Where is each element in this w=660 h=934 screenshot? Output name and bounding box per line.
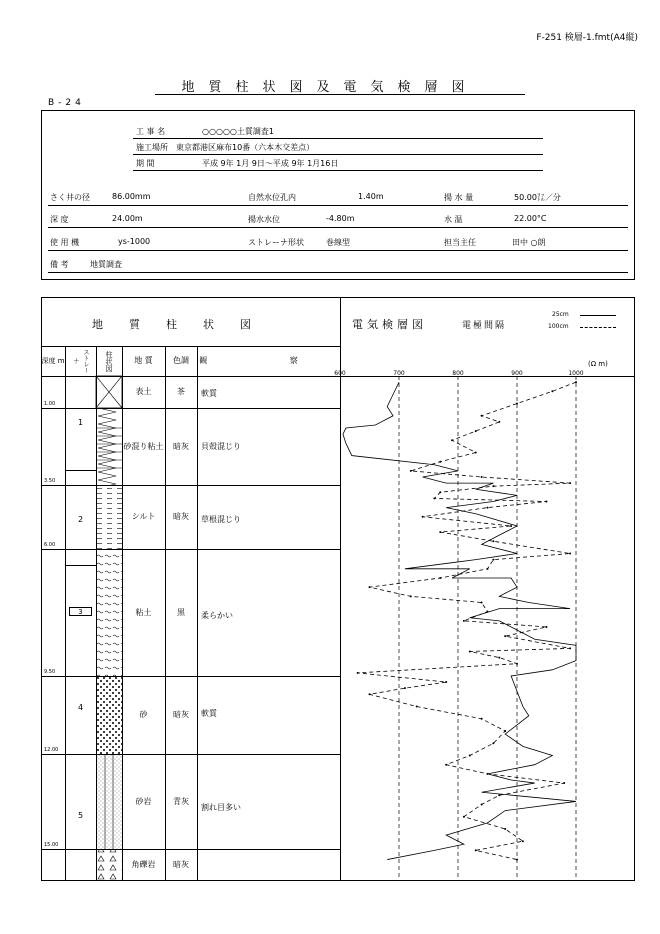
strata-number: 1	[77, 418, 84, 427]
columnar-section	[96, 376, 122, 881]
series-point-100cm	[504, 635, 506, 637]
observation-col-header: 観 察	[199, 356, 338, 365]
strata-number: 2	[77, 515, 84, 524]
spacing-label: 電極間隔	[462, 321, 507, 331]
series-point-100cm	[481, 601, 483, 603]
series-point-100cm	[475, 849, 477, 851]
depth-mark: 9.50	[44, 669, 56, 675]
manager-label: 担当主任	[444, 238, 476, 247]
series-point-100cm	[433, 497, 435, 499]
series-point-100cm	[369, 693, 371, 695]
geo-column-header: 地質柱状図	[92, 318, 277, 331]
pump-volume-label: 揚 水 量	[444, 193, 474, 202]
boring-id: B-24	[48, 98, 85, 108]
project-value: ○○○○○土質調査1	[202, 127, 274, 136]
series-point-100cm	[463, 816, 465, 818]
column-col-header: 柱状図	[105, 350, 113, 372]
geology-cell: シルト	[131, 512, 156, 521]
series-point-100cm	[510, 525, 512, 527]
color-cell: 暗灰	[173, 441, 189, 451]
geology-cell: 砂岩	[135, 796, 152, 806]
color-cell: 暗灰	[173, 710, 189, 719]
geology-cell: 表土	[135, 387, 152, 396]
site-label: 施工場所	[136, 143, 168, 152]
series-point-100cm	[439, 491, 441, 493]
strainer-label: ストレーナ形状	[248, 238, 304, 247]
series-point-100cm	[492, 559, 494, 561]
title-underline	[155, 94, 525, 95]
legend-25cm-label: 25cm	[552, 311, 569, 318]
x-tick-label: 600	[334, 370, 346, 377]
series-point-100cm	[504, 730, 506, 732]
series-point-100cm	[516, 859, 518, 861]
series-point-100cm	[439, 577, 441, 579]
series-point-100cm	[469, 755, 471, 757]
color-cell: 青灰	[173, 796, 189, 806]
series-line-100cm	[358, 382, 576, 859]
site-value: 東京都港区麻布10番（六本木交差点）	[176, 143, 315, 152]
observation-cell: 柔らかい	[201, 611, 233, 620]
depth-mark: 12.00	[44, 747, 59, 753]
page-title: 地質柱状図及電気検層図	[181, 80, 479, 95]
electric-log-chart	[334, 360, 635, 881]
depth-col-header: 深度 m	[41, 357, 65, 365]
remarks-value: 地質調査	[90, 260, 122, 269]
series-point-100cm	[475, 452, 477, 454]
series-point-100cm	[469, 650, 471, 652]
series-point-100cm	[410, 470, 412, 472]
elec-log-header: 電気検層図	[352, 318, 427, 331]
column-topsoil	[96, 376, 122, 408]
series-point-100cm	[546, 626, 548, 628]
color-cell: 黒	[177, 607, 185, 617]
series-point-100cm	[439, 531, 441, 533]
strainer-value: 巻線型	[326, 238, 350, 247]
series-point-100cm	[492, 485, 494, 487]
depth-mark: 1.00	[44, 401, 56, 407]
series-point-100cm	[569, 647, 571, 649]
series-point-100cm	[404, 687, 406, 689]
series-point-100cm	[481, 718, 483, 720]
color-cell: 暗灰	[173, 512, 189, 521]
x-tick-label: 900	[511, 370, 523, 377]
bore-diameter-label: さく井の径	[50, 193, 90, 202]
x-tick-label: 1000	[568, 370, 584, 377]
manager-value: 田中 ○朗	[512, 238, 546, 247]
series-point-100cm	[516, 403, 518, 405]
series-point-100cm	[451, 439, 453, 441]
water-temp-label: 水 温	[444, 215, 463, 224]
series-point-100cm	[439, 461, 441, 463]
series-point-100cm	[487, 568, 489, 570]
remarks-label: 備 考	[50, 260, 69, 269]
column-sand	[96, 676, 122, 754]
column-clay	[96, 549, 122, 676]
observation-cell: 軟質	[201, 709, 217, 718]
geology-col-header: 地 質	[134, 356, 153, 365]
series-point-100cm	[487, 773, 489, 775]
legend-dashed-line	[580, 327, 616, 328]
series-point-100cm	[357, 672, 359, 674]
series-point-100cm	[445, 764, 447, 766]
series-point-100cm	[551, 390, 553, 392]
series-point-100cm	[522, 840, 524, 842]
series-point-100cm	[563, 782, 565, 784]
series-point-100cm	[481, 803, 483, 805]
series-point-100cm	[475, 430, 477, 432]
series-point-100cm	[445, 681, 447, 683]
series-point-100cm	[575, 381, 577, 383]
series-point-100cm	[487, 507, 489, 509]
x-tick-label: 700	[393, 370, 405, 377]
series-point-100cm	[569, 553, 571, 555]
geology-cell: 角礫岩	[131, 860, 156, 869]
series-point-100cm	[546, 500, 548, 502]
column-silt	[96, 485, 122, 549]
pump-volume-value: 50.00㍑／分	[514, 193, 561, 202]
water-temp-value: 22.00°C	[514, 214, 547, 223]
depth-mark: 15.00	[44, 842, 59, 848]
series-point-100cm	[498, 657, 500, 659]
strata-col-header: ストレーナ	[72, 349, 89, 373]
color-cell: 茶	[177, 387, 185, 396]
document-code: F-251 検層-1.fmt(A4縦)	[536, 33, 638, 43]
series-point-100cm	[569, 482, 571, 484]
observation-cell: 貝殻混じり	[201, 442, 241, 451]
depth-mark: 6.00	[44, 542, 56, 548]
geology-cell: 粘土	[135, 607, 152, 617]
depth-mark: 3.50	[44, 478, 56, 484]
bore-diameter-value: 86.00mm	[112, 192, 151, 201]
series-point-100cm	[422, 516, 424, 518]
series-point-100cm	[481, 476, 483, 478]
series-point-100cm	[410, 595, 412, 597]
series-point-100cm	[492, 540, 494, 542]
machine-value: ys-1000	[118, 237, 151, 246]
color-col-header: 色調	[173, 356, 189, 365]
geology-cell: 砂混り粘土	[123, 441, 164, 451]
series-point-100cm	[498, 794, 500, 796]
machine-label: 使 用 機	[50, 238, 80, 247]
column-sandstone	[96, 754, 122, 849]
observation-cell: 草根混じり	[201, 515, 241, 524]
pump-level-label: 揚水水位	[248, 215, 280, 224]
series-point-100cm	[487, 611, 489, 613]
observation-cell: 割れ目多い	[201, 803, 241, 812]
strata-number: 5	[77, 811, 84, 820]
legend-100cm-label: 100cm	[548, 323, 569, 330]
series-point-100cm	[463, 620, 465, 622]
series-point-100cm	[498, 421, 500, 423]
series-point-100cm	[416, 706, 418, 708]
period-label: 期 間	[136, 159, 155, 168]
series-point-100cm	[504, 828, 506, 830]
strata-number: 4	[77, 703, 84, 712]
observation-cell: 軟質	[201, 389, 217, 398]
column-breccia	[96, 849, 122, 881]
water-level-label: 自然水位孔内	[248, 193, 296, 202]
legend-solid-line	[580, 315, 616, 316]
ohm-unit: (Ω m)	[588, 360, 608, 368]
depth-label: 深 度	[50, 215, 69, 224]
column-sandy-clay	[96, 408, 122, 485]
series-point-100cm	[492, 742, 494, 744]
series-point-100cm	[481, 415, 483, 417]
geology-cell: 砂	[139, 710, 148, 719]
period-value: 平成 9年 1月 9日～平成 9年 1月16日	[202, 159, 339, 168]
depth-value: 24.00m	[112, 214, 143, 223]
series-point-100cm	[369, 586, 371, 588]
series-point-100cm	[516, 663, 518, 665]
series-line-25cm	[343, 382, 576, 859]
strata-number-boxed: 3	[69, 607, 92, 616]
color-cell: 暗灰	[173, 860, 189, 869]
water-level-value: 1.40m	[358, 192, 384, 201]
x-tick-label: 800	[452, 370, 464, 377]
project-label: 工 事 名	[136, 127, 166, 136]
pump-level-value: -4.80m	[326, 214, 355, 223]
